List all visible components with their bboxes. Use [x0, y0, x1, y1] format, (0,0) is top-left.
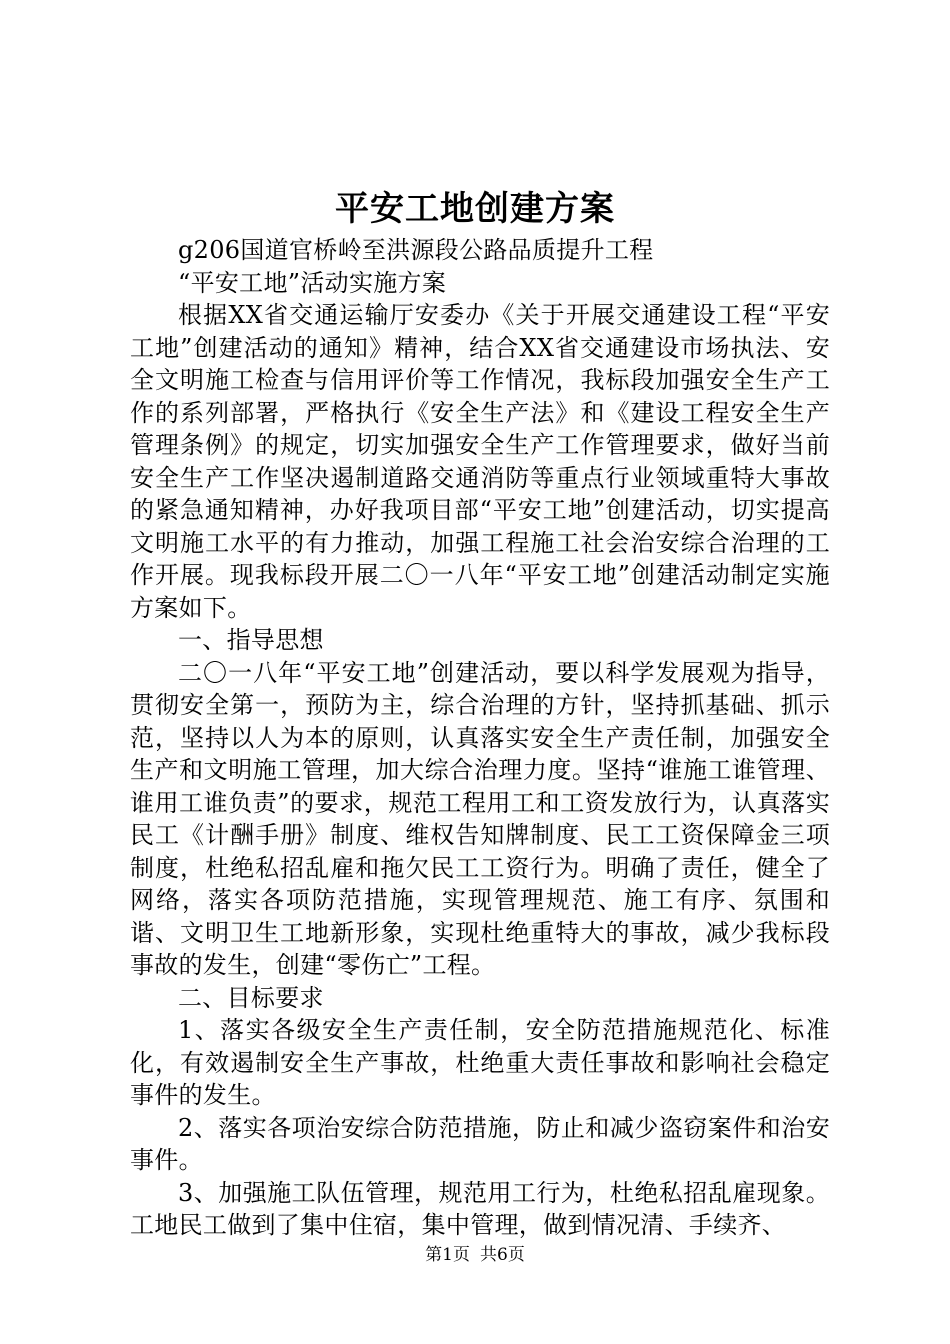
section-heading-guiding-ideology: 一、指导思想	[178, 626, 324, 654]
page-total: 共6页	[480, 1245, 525, 1265]
paragraph-intro: 根据XX省交通运输厅安委办《关于开展交通建设工程“平安工地”创建活动的通知》精神，结合XX省交通建设市场执法、安全文明施工检查与信用评价等工作情况，我标段加强安全生产工作的系列部署，严格执行《安全生产法》和《建设工程安全生产管理条例》的规定，切实加强安全生产工作管理要求，做好当前安全生产工作坚决遏制道路交通消防等重点行业领域重特大事故的紧急通知精神，办好我项目部“平安工地”创建活动，切实提高文明施工水平的有力推动，加强工程施工社会治安综合治理的工作开展。现我标段开展二〇一八年“平安工地”创建活动制定实施方案如下。	[130, 301, 830, 622]
page-number: 第1页	[425, 1245, 470, 1265]
document-body	[130, 234, 830, 1242]
paragraph-objective-1: 1、落实各级安全生产责任制，安全防范措施规范化、标准化，有效遏制安全生产事故，杜绝重大责任事故和影响社会稳定事件的发生。	[130, 1016, 830, 1109]
paragraph-objective-2: 2、落实各项治安综合防范措施，防止和减少盗窃案件和治安事件。	[130, 1113, 830, 1174]
page-footer	[0, 1244, 950, 1266]
paragraph-project-name: g206国道官桥岭至洪源段公路品质提升工程	[178, 236, 654, 264]
paragraph-guiding-ideology: 二〇一八年“平安工地”创建活动，要以科学发展观为指导，贯彻安全第一，预防为主，综合治理的方针，坚持抓基础、抓示范，坚持以人为本的原则，认真落实安全生产责任制，加强安全生产和文明施工管理，加大综合治理力度。坚持“谁施工谁管理、谁用工谁负责”的要求，规范工程用工和工资发放行为，认真落实民工《计酬手册》制度、维权告知牌制度、民工工资保障金三项制度，杜绝私招乱雇和拖欠民工工资行为。明确了责任，健全了网络，落实各项防范措施，实现管理规范、施工有序、氛围和谐、文明卫生工地新形象，实现杜绝重特大的事故，减少我标段事故的发生，创建“零伤亡”工程。	[130, 658, 830, 979]
paragraph-objective-3: 3、加强施工队伍管理，规范用工行为，杜绝私招乱雇现象。工地民工做到了集中住宿，集中管理，做到情况清、手续齐、	[130, 1178, 830, 1239]
document-title: 平安工地创建方案	[335, 189, 615, 229]
section-heading-objectives: 二、目标要求	[178, 983, 324, 1012]
paragraph-subtitle: “平安工地”活动实施方案	[178, 268, 447, 297]
